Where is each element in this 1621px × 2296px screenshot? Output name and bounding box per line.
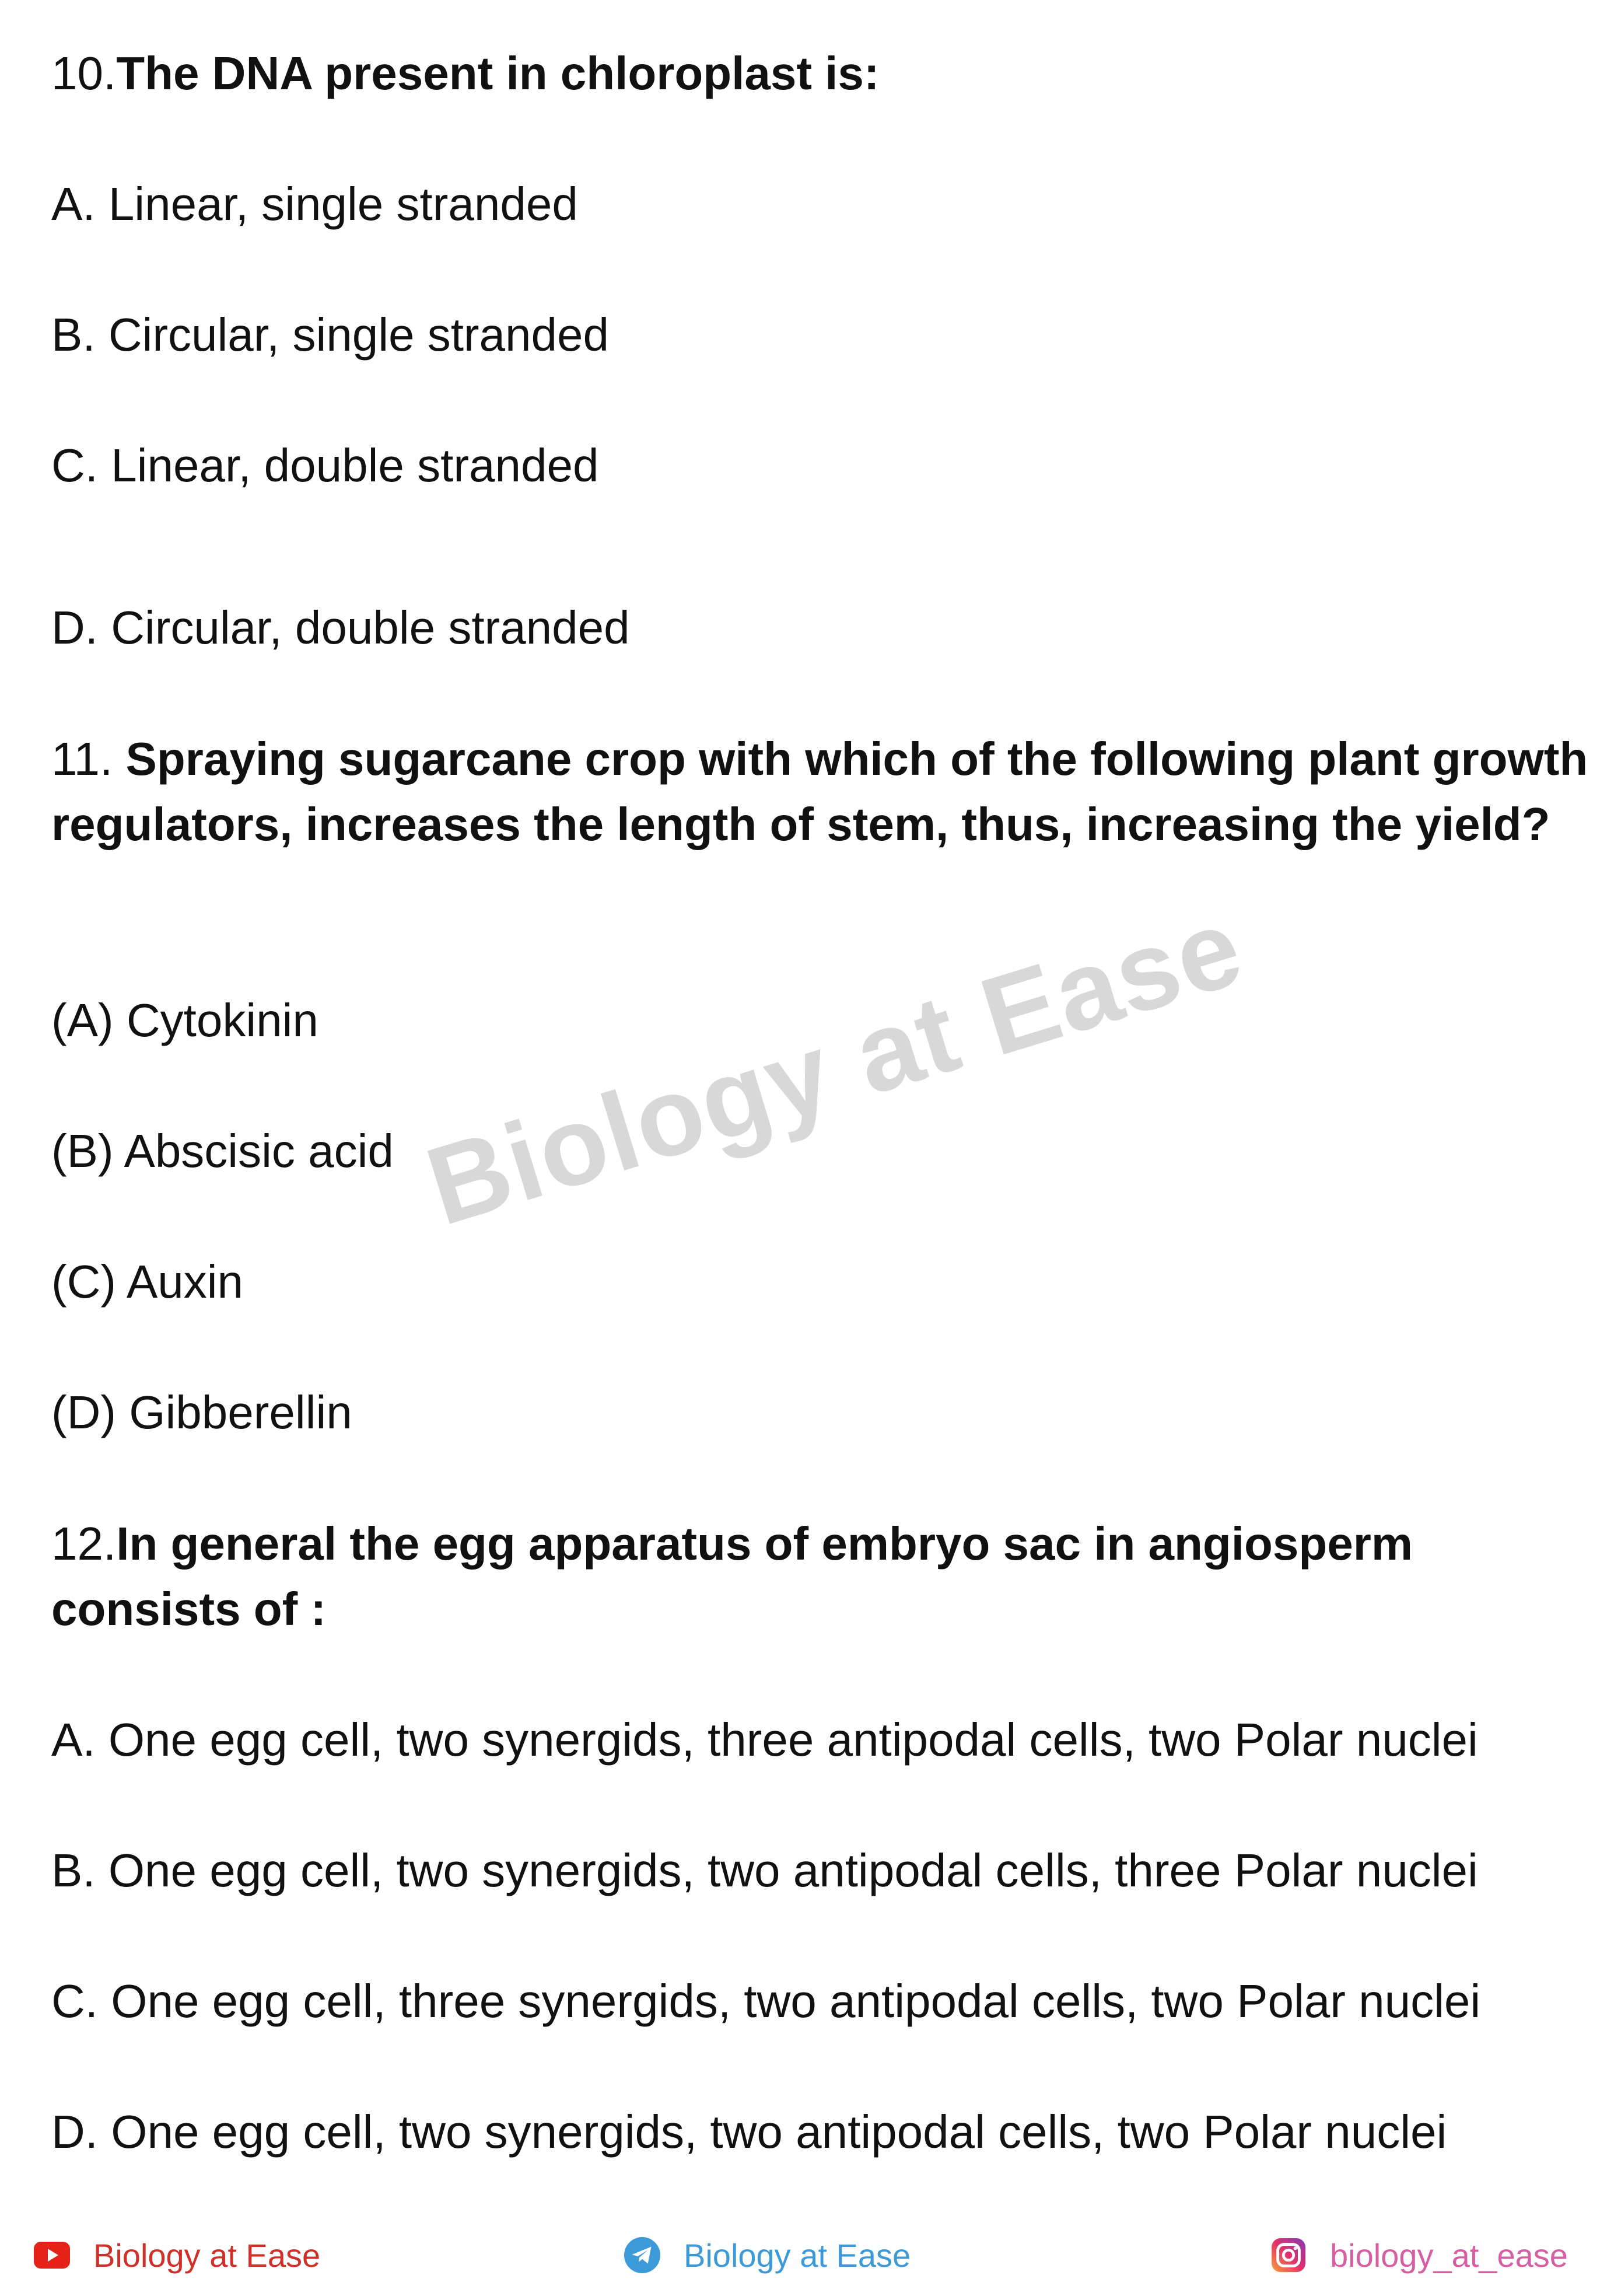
question-text: The DNA present in chloroplast is: [116, 47, 880, 99]
question-text: Spraying sugarcane crop with which of the following plant growth regulators, increases the length of stem, thus, increasing the yield? [51, 733, 1588, 850]
option-c: (C) Auxin [51, 1256, 243, 1308]
footer-instagram-link[interactable] [1270, 2229, 1568, 2281]
option-b: B. Circular, single stranded [51, 309, 610, 361]
option-c: C. One egg cell, three synergids, two antipodal cells, two Polar nuclei [51, 1975, 1481, 2027]
option-d: D. Circular, double stranded [51, 602, 630, 653]
question-10 [51, 41, 880, 106]
watermark: Biology at Ease [414, 884, 1256, 1249]
question-12 [51, 1511, 1591, 1642]
youtube-icon [34, 2237, 70, 2273]
footer-telegram-link[interactable] [624, 2229, 911, 2281]
option-b: B. One egg cell, two synergids, two antipodal cells, three Polar nuclei [51, 1844, 1478, 1896]
option-d: D. One egg cell, two synergids, two antipodal cells, two Polar nuclei [51, 2106, 1447, 2158]
option-d: (D) Gibberellin [51, 1386, 352, 1438]
instagram-icon [1270, 2237, 1307, 2273]
question-11 [51, 726, 1591, 857]
option-a: A. One egg cell, two synergids, three antipodal cells, two Polar nuclei [51, 1714, 1478, 1766]
footer-telegram-label: Biology at Ease [684, 2236, 911, 2274]
option-c: C. Linear, double stranded [51, 439, 599, 491]
question-number: 10. [51, 47, 117, 99]
telegram-icon [624, 2237, 660, 2273]
footer-instagram-label: biology_at_ease [1330, 2236, 1568, 2274]
footer-youtube-link[interactable] [34, 2229, 320, 2281]
question-text: In general the egg apparatus of embryo sac in angiosperm consists of : [51, 1518, 1413, 1635]
option-b: (B) Abscisic acid [51, 1125, 394, 1177]
question-number: 11. [51, 733, 126, 785]
option-a: A. Linear, single stranded [51, 178, 578, 230]
footer-youtube-label: Biology at Ease [93, 2236, 321, 2274]
question-number: 12. [51, 1518, 117, 1570]
option-a: (A) Cytokinin [51, 994, 318, 1046]
